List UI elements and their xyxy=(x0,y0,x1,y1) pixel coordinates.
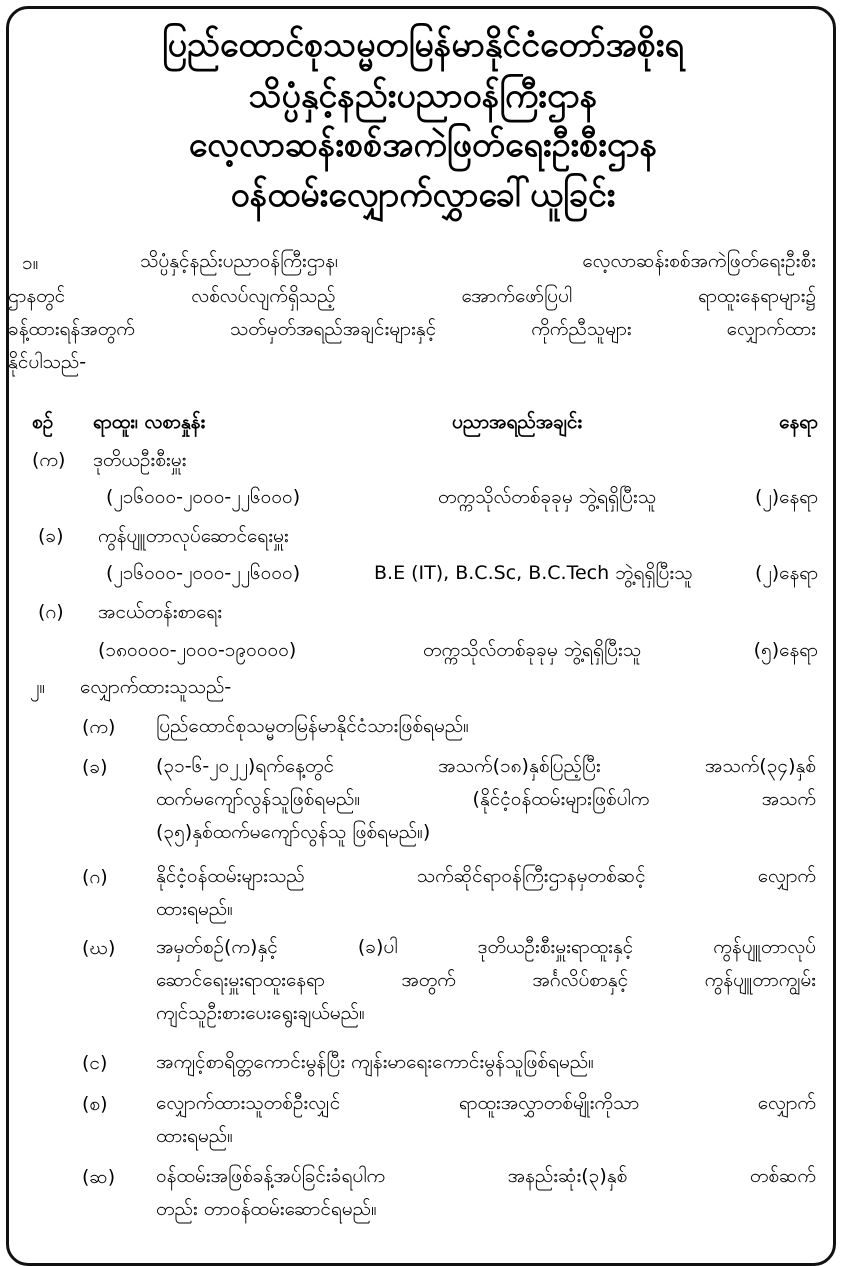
item-line: ထားရမည်။ xyxy=(156,898,233,920)
item-line: အကျင့်စာရိတ္တကောင်းမွန်ပြီး ကျန်းမာရေးကောင်းမွန်သူဖြစ်ရမည်။ xyxy=(156,1051,594,1073)
item-label: (ခ) xyxy=(82,756,108,778)
item-label: (င) xyxy=(82,1052,108,1074)
para1-line-1-block xyxy=(140,245,816,278)
item-line: (၃၅)နှစ်ထက်မကျော်လွန်သူ ဖြစ်ရမည်။) xyxy=(156,821,431,843)
notice-title-line-2: သိပ္ပံနှင့်နည်းပညာဝန်ကြီးဌာန xyxy=(248,76,598,116)
row-post: အငယ်တန်းစာရေး xyxy=(98,601,223,623)
item-text xyxy=(156,1087,816,1153)
row-post: ကွန်ပျူတာလုပ်ဆောင်ရေးမှူး xyxy=(98,525,289,547)
item-label: (ဃ) xyxy=(82,937,116,959)
item-line: ထက်မကျော်လွန်သူဖြစ်ရမည်။ (နိုင်ငံ့ဝန်ထမ်းများဖြစ်ပါက အသက် xyxy=(156,788,816,810)
notice-title-line-3: လေ့လာဆန်းစစ်အကဲဖြတ်ရေးဦးစီးဌာန xyxy=(188,125,658,165)
row-qualification: B.E (IT), B.C.Sc, B.C.Tech ဘွဲ့ရရှိပြီးသူ xyxy=(374,562,693,584)
item-text xyxy=(156,710,816,743)
row-vacancies: (၂)နေရာ xyxy=(754,486,818,508)
para2-number: ၂။ xyxy=(30,676,46,698)
item-text xyxy=(156,860,816,926)
item-line: အမှတ်စဉ်(က)နှင့် (ခ)ပါ ဒုတိယဦးစီးမှူးရာထူးနှင့် ကွန်ပျူတာလုပ် xyxy=(156,936,816,958)
notice-title-line-1: ပြည်ထောင်စုသမ္မတမြန်မာနိုင်ငံတော်အစိုးရ xyxy=(161,25,685,65)
row-qualification: တက္ကသိုလ်တစ်ခုခုမှ ဘွဲ့ရရှိပြီးသူ xyxy=(423,639,642,661)
row-salary: (၂၁၆၀၀၀-၂၀၀၀-၂၂၆၀၀၀) xyxy=(106,562,301,584)
item-line: ပြည်ထောင်စုသမ္မတမြန်မာနိုင်ငံသားဖြစ်ရမည်။ xyxy=(156,715,469,737)
header-post-salary: ရာထူး၊ လစာနှုန်း xyxy=(93,411,206,433)
row-no: (ဂ) xyxy=(38,601,64,623)
item-text xyxy=(156,931,816,1030)
header-no: စဉ် xyxy=(32,411,54,433)
para1-line-3: ခန့်ထားရန်အတွက် သတ်မှတ်အရည်အချင်းများနှင့် ကိုက်ညီသူများ လျှောက်ထား xyxy=(8,318,816,340)
row-salary: (၁၈၀၀၀၀-၂၀၀၀-၁၉၀၀၀၀) xyxy=(98,639,297,661)
para1-line-4: နိုင်ပါသည်- xyxy=(8,351,87,373)
item-label: (ဂ) xyxy=(82,866,108,888)
item-line: ထားရမည်။ xyxy=(156,1125,233,1147)
para1-number: ၁။ xyxy=(22,252,39,274)
row-qualification: တက္ကသိုလ်တစ်ခုခုမှ ဘွဲ့ရရှိပြီးသူ xyxy=(438,486,657,508)
row-post: ဒုတိယဦးစီးမှူး xyxy=(93,449,187,471)
item-line: (၃၁-၆-၂၀၂၂)ရက်နေ့တွင် အသက်(၁၈)နှစ်ပြည့်ပြီး အသက်(၃၄)နှစ် xyxy=(156,755,816,777)
notice-title-line-4: ဝန်ထမ်းလျှောက်လွှာခေါ်ယူခြင်း xyxy=(230,175,616,215)
item-text xyxy=(156,1046,816,1079)
item-line: ကျင်သူဦးစားပေးရွေးချယ်မည်။ xyxy=(156,1002,365,1024)
item-line: နိုင်ငံ့ဝန်ထမ်းများသည် သက်ဆိုင်ရာဝန်ကြီးဌာနမှတစ်ဆင့် လျှောက် xyxy=(156,865,816,887)
row-no: (က) xyxy=(32,449,66,471)
para1-line-2: ဌာနတွင် လစ်လပ်လျက်ရှိသည့် အောက်ဖော်ပြပါ ရာထူးနေရာများ၌ xyxy=(8,285,816,307)
item-label: (ဆ) xyxy=(82,1166,116,1188)
para2-intro: လျှောက်ထားသူသည်- xyxy=(80,676,232,698)
header-vacancies: နေရာ xyxy=(779,411,818,433)
row-vacancies: (၅)နေရာ xyxy=(753,639,818,661)
item-text xyxy=(156,1160,816,1226)
item-text xyxy=(156,750,816,849)
item-line: တည်း တာဝန်ထမ်းဆောင်ရမည်။ xyxy=(156,1198,377,1220)
item-label: (က) xyxy=(82,716,116,738)
row-salary: (၂၁၆၀၀၀-၂၀၀၀-၂၂၆၀၀၀) xyxy=(106,486,301,508)
item-line: ဝန်ထမ်းအဖြစ်ခန့်အပ်ခြင်းခံရပါက အနည်းဆုံး(၃)နှစ် တစ်ဆက် xyxy=(156,1165,816,1187)
para1-body xyxy=(8,280,816,379)
header-qualification: ပညာအရည်အချင်း xyxy=(452,411,583,433)
row-no: (ခ) xyxy=(38,525,64,547)
item-line: ဆောင်ရေးမှူးရာထူးနေရာ အတွက် အင်္ဂလိပ်စာနှင့် ကွန်ပျူတာကျွမ်း xyxy=(156,969,816,991)
para1-line-1: သိပ္ပံနှင့်နည်းပညာဝန်ကြီးဌာန၊ လေ့လာဆန်းစစ်အကဲဖြတ်ရေးဦးစီး xyxy=(140,250,816,272)
item-line: လျှောက်ထားသူတစ်ဦးလျှင် ရာထူးအလွှာတစ်မျိုးကိုသာ လျှောက် xyxy=(156,1092,816,1114)
row-vacancies: (၂)နေရာ xyxy=(754,562,818,584)
item-label: (စ) xyxy=(82,1093,108,1115)
